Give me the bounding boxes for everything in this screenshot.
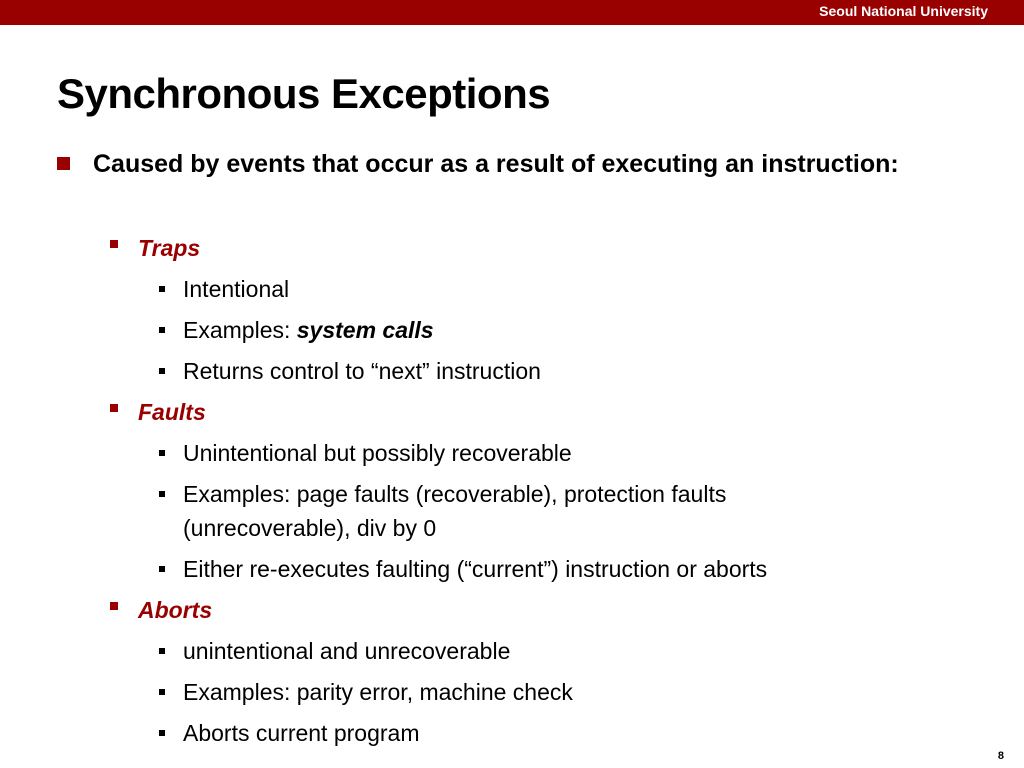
square-bullet-icon <box>159 689 165 695</box>
header-bar <box>0 0 1024 25</box>
list-item: Aborts current program <box>183 720 420 746</box>
list-item: Intentional <box>183 276 290 302</box>
square-bullet-icon <box>110 240 118 248</box>
example-prefix: Examples: <box>183 317 297 343</box>
square-bullet-icon <box>159 286 165 292</box>
list-item <box>183 313 943 347</box>
square-bullet-icon <box>159 450 165 456</box>
slide-title: Synchronous Exceptions <box>57 70 551 117</box>
list-item: Examples: parity error, machine check <box>183 679 573 705</box>
square-bullet-icon <box>110 404 118 412</box>
square-bullet-icon <box>159 648 165 654</box>
list-item: Either re-executes faulting (“current”) instruction or aborts <box>183 556 768 582</box>
main-bullet-text: Caused by events that occur as a result of executing an instruction: <box>93 150 899 178</box>
institution-name: Seoul National University <box>819 3 988 19</box>
page-number: 8 <box>997 750 1004 762</box>
square-bullet-icon <box>159 491 165 497</box>
traps-label: Traps <box>138 235 201 261</box>
square-bullet-icon <box>159 368 165 374</box>
list-item: unintentional and unrecoverable <box>183 638 511 664</box>
square-bullet-icon <box>159 566 165 572</box>
square-bullet-icon <box>159 730 165 736</box>
square-bullet-icon <box>159 327 165 333</box>
square-bullet-icon <box>57 157 70 170</box>
example-emphasis: system calls <box>296 317 434 343</box>
list-item: Unintentional but possibly recoverable <box>183 440 572 466</box>
list-item: Examples: page faults (recoverable), protection faults (unrecoverable), div by 0 <box>183 481 727 541</box>
aborts-label: Aborts <box>138 597 213 623</box>
faults-label: Faults <box>138 399 206 425</box>
list-item: Returns control to “next” instruction <box>183 358 541 384</box>
square-bullet-icon <box>110 602 118 610</box>
